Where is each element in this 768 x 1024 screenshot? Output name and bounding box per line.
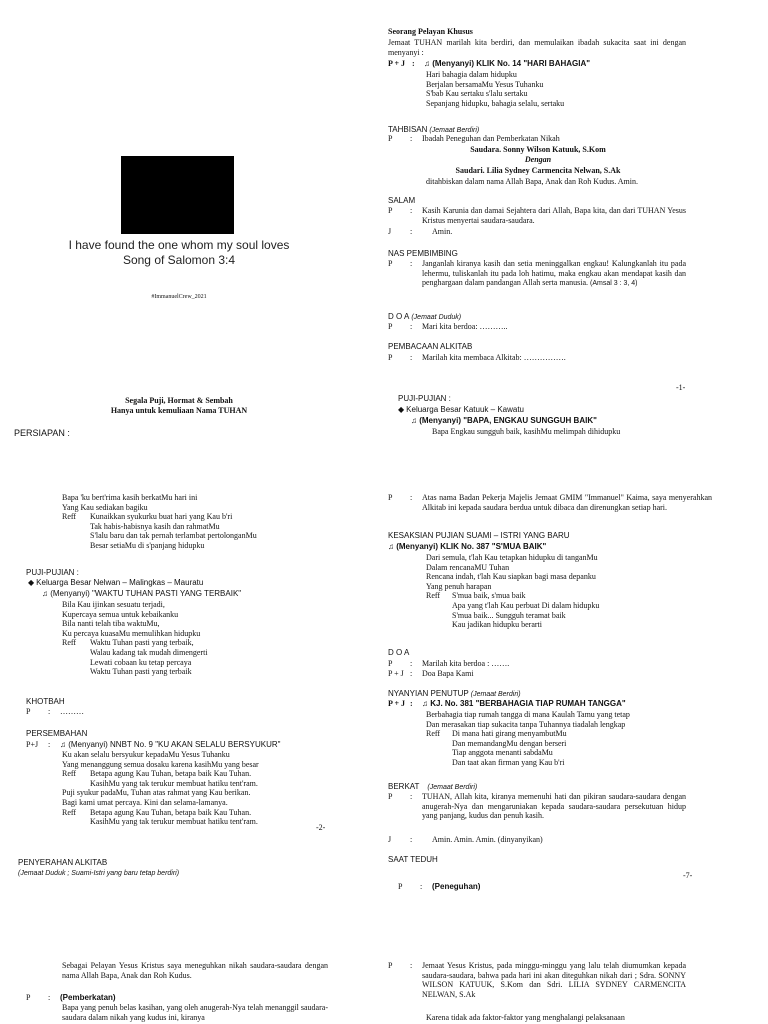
song-line: Dan merasakan tiap sukacita tanpa Tuhannya tiadalah lengkap — [426, 719, 626, 729]
reff-line: Walau kadang tak mudah dimengerti — [90, 647, 208, 657]
puji-pujian-heading: PUJI-PUJIAN : — [398, 394, 451, 403]
doa-row: P : Marilah kita berdoa : ……. — [388, 659, 510, 668]
reff-line: Waktu Tuhan pasti yang terbaik — [90, 667, 192, 677]
nas-row: P : Janganlah kiranya kasih dan setia meninggalkan engkau! Kalungkanlah itu pada lehermu, tuliskanlah itu pada loh hatimu, maka engkau akan mendapat kasih dan penghargaan dalam pandangan Allah serta manusia. (Amsal 3 : 3, 4) — [388, 259, 686, 288]
song-line: Bila Kau ijinkan sesuatu terjadi, — [62, 600, 165, 609]
reff-line: S'lalu baru dan tak pernah terlambat pertolonganMu — [90, 531, 257, 541]
reff-line: KasihMu yang tak terukur membuat hatiku tent'ram. — [90, 817, 258, 827]
persembahan-row: P+J : ♫ (Menyanyi) NNBT No. 9 "KU AKAN SELALU BERSYUKUR" — [26, 740, 281, 749]
family-item: ◆ Keluarga Besar Katuuk – Kawatu — [398, 405, 525, 414]
khotbah-heading: KHOTBAH — [26, 697, 65, 706]
groom-name: Saudara. Sonny Wilson Katuuk, S.Kom — [470, 145, 606, 154]
song-line: Ku percaya kuasaMu memulihkan hidupku — [62, 628, 201, 638]
song-smua-baik — [426, 553, 599, 630]
berkat-heading: BERKAT (Jemaat Berdiri) — [388, 782, 478, 791]
saat-teduh-heading: SAAT TEDUH — [388, 855, 438, 864]
reff-line: Betapa agung Kau Tuhan, betapa baik Kau Tuhan. — [90, 769, 252, 779]
song-berbahagia — [426, 710, 630, 768]
reff-line: Besar setiaMu di s'panjang hidupku — [90, 540, 205, 550]
doa-heading: D O A (Jemaat Duduk) — [388, 312, 462, 321]
dengan-label: Dengan — [524, 155, 552, 164]
tahbisan-end: ditahbiskan dalam nama Allah Bapa, Anak dan Roh Kudus. Amin. — [426, 177, 638, 186]
song-line: Bapa 'ku bert'rima kasih berkatMu hari ini — [62, 493, 198, 502]
berkat-row: P : TUHAN, Allah kita, kiranya memenuhi hati dan pikiran saudara-saudara dengan anugerah-Nya dan mengaruniakan kepada saudara-saudara persekutuan hidup yang panjang, kudus dan penuh kasih. — [388, 792, 686, 821]
nyanyian-row: P + J : ♫ KJ. No. 381 "BERBAHAGIA TIAP RUMAH TANGGA" — [388, 699, 626, 708]
song-line: Ku akan selalu bersyukur kepadaMu Yesus Tuhanku — [62, 750, 230, 759]
tahbisan-heading: TAHBISAN (Jemaat Berdiri) — [388, 125, 480, 134]
jemaat-text-2: Karena tidak ada faktor-faktor yang menghalangi pelaksanaan — [426, 1013, 625, 1022]
song-hari-bahagia — [426, 70, 564, 108]
cover-photo — [121, 156, 234, 234]
penyerahan-p-row: P : Atas nama Badan Pekerja Majelis Jemaat GMIM "Immanuel" Kaima, saya menyerahkan Alkitab ini kepada saudara berdua untuk dibaca dan direnungkan setiap hari. — [388, 493, 712, 512]
page-number: -2- — [316, 823, 326, 832]
salam-j-row: J : Amin. — [388, 227, 453, 236]
reff-label: Reff — [62, 512, 77, 522]
peneguhan-row: P : (Peneguhan) — [398, 882, 481, 891]
reff-label: Reff — [62, 807, 77, 817]
song-line: Yang penuh harapan — [426, 581, 492, 591]
song-line: Sepanjang hidupku, bahagia selalu, sertaku — [426, 98, 565, 108]
nas-heading: NAS PEMBIMBING — [388, 249, 458, 258]
reff-line: Kunaikkan syukurku buat hari yang Kau b'ri — [90, 512, 233, 522]
peneguhan-text: Sebagai Pelayan Yesus Kristus saya meneguhkan nikah saudara-saudara dengan nama Allah Bapa, Anak dan Roh Kudus. — [62, 961, 328, 980]
song-line: Bagi kami umat percaya. Kini dan selama-lamanya. — [62, 797, 228, 807]
cover-verse: Song of Salomon 3:4 — [122, 253, 236, 267]
song-line: Bapa Engkau sungguh baik, kasihMu melimpah dihidupku — [432, 427, 621, 436]
reff-line: KasihMu yang tak terukur membuat hatiku tent'ram. — [90, 778, 258, 788]
song-line: Berbahagia tiap rumah tangga di mana Kaulah Tamu yang tetap — [426, 710, 630, 719]
reff-line: Lewati cobaan ku tetap percaya — [90, 657, 192, 667]
song-line: Hari bahagia dalam hidupku — [426, 70, 517, 79]
penyerahan-heading: PENYERAHAN ALKITAB — [18, 858, 108, 867]
reff-label: Reff — [426, 591, 441, 601]
doa-pj-row: P + J : Doa Bapa Kami — [388, 669, 474, 678]
song-line: Dari semula, t'lah Kau tetapkan hidupku di tanganMu — [426, 553, 598, 562]
family-item: ◆ Keluarga Besar Nelwan – Malingkas – Mauratu — [28, 578, 204, 587]
song-line: S'bab Kau sertaku s'lalu sertaku — [426, 89, 528, 99]
pembacaan-row: P : Marilah kita membaca Alkitab: ……………. — [388, 353, 566, 362]
reff-line: S'mua baik... Sungguh teramat baik — [452, 610, 566, 620]
puji-pujian-heading: PUJI-PUJIAN : — [26, 568, 79, 577]
reff-line: Betapa agung Kau Tuhan, betapa baik Kau Tuhan. — [90, 807, 252, 817]
song-waktu-tuhan — [62, 600, 208, 677]
diamond-bullet-icon: ◆ — [28, 578, 37, 587]
reff-line: Dan memandangMu dengan berseri — [452, 738, 567, 748]
cover-quote: I have found the one whom my soul loves — [68, 238, 290, 252]
pembacaan-heading: PEMBACAAN ALKITAB — [388, 342, 473, 351]
song-ku-akan — [62, 750, 259, 827]
reff-line: Dan taat akan firman yang Kau b'ri — [452, 757, 565, 767]
song-line: Berjalan bersamaMu Yesus Tuhanku — [426, 79, 544, 89]
khotbah-row: P : ……… — [26, 707, 84, 716]
pelayan-heading: Seorang Pelayan Khusus — [388, 27, 473, 36]
jemaat-row: P : Jemaat Yesus Kristus, pada minggu-minggu yang lalu telah diumumkan kepada saudara-saudara, bahwa pada hari ini akan diteguhkan nikah dari ; Sdra. SONNY WILSON KATUUK, S.Kom dan Sdri. LILIA SYDNEY CARMENCITA NELWAN, S.Ak — [388, 961, 686, 999]
song-line: Bila nanti telah tiba waktuMu, — [62, 619, 160, 629]
reff-label: Reff — [62, 638, 77, 648]
opening-song — [62, 493, 257, 551]
reff-line: Tak habis-habisnya kasih dan rahmatMu — [90, 521, 220, 531]
salam-heading: SALAM — [388, 196, 416, 205]
persembahan-heading: PERSEMBAHAN — [26, 729, 88, 738]
song-line: Dalam rencanaMU Tuhan — [426, 562, 510, 572]
kesaksian-heading: KESAKSIAN PUJIAN SUAMI – ISTRI YANG BARU — [388, 531, 570, 540]
reff-line: Tiap anggota menanti sabdaMu — [452, 748, 553, 758]
song-title: ♫ (Menyanyi) "BAPA, ENGKAU SUNGGUH BAIK" — [411, 416, 597, 425]
song-line: Yang Kau sediakan bagiku — [62, 502, 148, 512]
pemberkatan-text: Bapa yang penuh belas kasihan, yang oleh anugerah-Nya telah menanggil saudara-saudara dalam nikah yang kudus ini, kiranya — [62, 1003, 328, 1022]
bride-name: Saudari. Lilia Sydney Carmencita Nelwan, S.Ak — [455, 166, 621, 175]
song-line: Puji syukur padaMu, Tuhan atas rahmat yang Kau berikan. — [62, 788, 251, 798]
song-title: ♫ (Menyanyi) KLIK No. 387 "S'MUA BAIK" — [388, 542, 547, 551]
section-persiapan: PERSIAPAN : — [14, 428, 70, 438]
doa-row: P : Mari kita berdoa: ……….. — [388, 322, 508, 331]
cover-hashtag: #ImmanuelCrew_2021 — [151, 294, 207, 300]
reff-line: Di mana hati girang menyambutMu — [452, 729, 567, 739]
header-line-2: Hanya untuk kemuliaan Nama TUHAN — [110, 406, 248, 415]
reff-label: Reff — [62, 769, 77, 779]
nyanyian-heading: NYANYIAN PENUTUP (Jemaat Berdiri) — [388, 689, 521, 698]
berkat-j-row: J : Amin. Amin. Amin. (dinyanyikan) — [388, 835, 543, 844]
song-line: Rencana indah, t'lah Kau siapkan bagi masa depanku — [426, 572, 596, 582]
pemberkatan-row: P : (Pemberkatan) — [26, 993, 116, 1002]
page-number: -7- — [683, 871, 693, 880]
penyerahan-note: (Jemaat Duduk ; Suami-Istri yang baru tetap berdiri) — [18, 870, 180, 877]
tahbisan-row: P : Ibadah Peneguhan dan Pemberkatan Nikah — [388, 134, 560, 143]
pj-row: P + J : ♫ (Menyanyi) KLIK No. 14 "HARI BAHAGIA" — [388, 59, 591, 68]
intro-text: Jemaat TUHAN marilah kita berdiri, dan memulaikan ibadah sukacita saat ini dengan menyanyi : — [388, 38, 686, 57]
song-line: Yang menanggung semua dosaku karena kasihMu yang besar — [62, 759, 259, 769]
header-line-1: Segala Puji, Hormat & Sembah — [125, 396, 233, 405]
doa-heading: D O A — [388, 648, 410, 657]
song-line: Kupercaya semua untuk kebaikanku — [62, 609, 179, 619]
salam-row: P : Kasih Karunia dan damai Sejahtera dari Allah, Bapa kita, dan dari TUHAN Yesus Kristus menyertai saudara-saudara. — [388, 206, 686, 225]
song-title: ♫ (Menyanyi) "WAKTU TUHAN PASTI YANG TERBAIK" — [42, 589, 242, 598]
reff-line: Apa yang t'lah Kau perbuat Di dalam hidupku — [452, 600, 600, 610]
page-number: -1- — [676, 383, 686, 392]
reff-line: S'mua baik, s'mua baik — [452, 591, 526, 601]
diamond-bullet-icon: ◆ — [398, 405, 407, 414]
reff-line: Kau jadikan hidupku berarti — [452, 620, 542, 630]
reff-label: Reff — [426, 729, 441, 739]
reff-line: Waktu Tuhan pasti yang terbaik, — [90, 638, 194, 648]
